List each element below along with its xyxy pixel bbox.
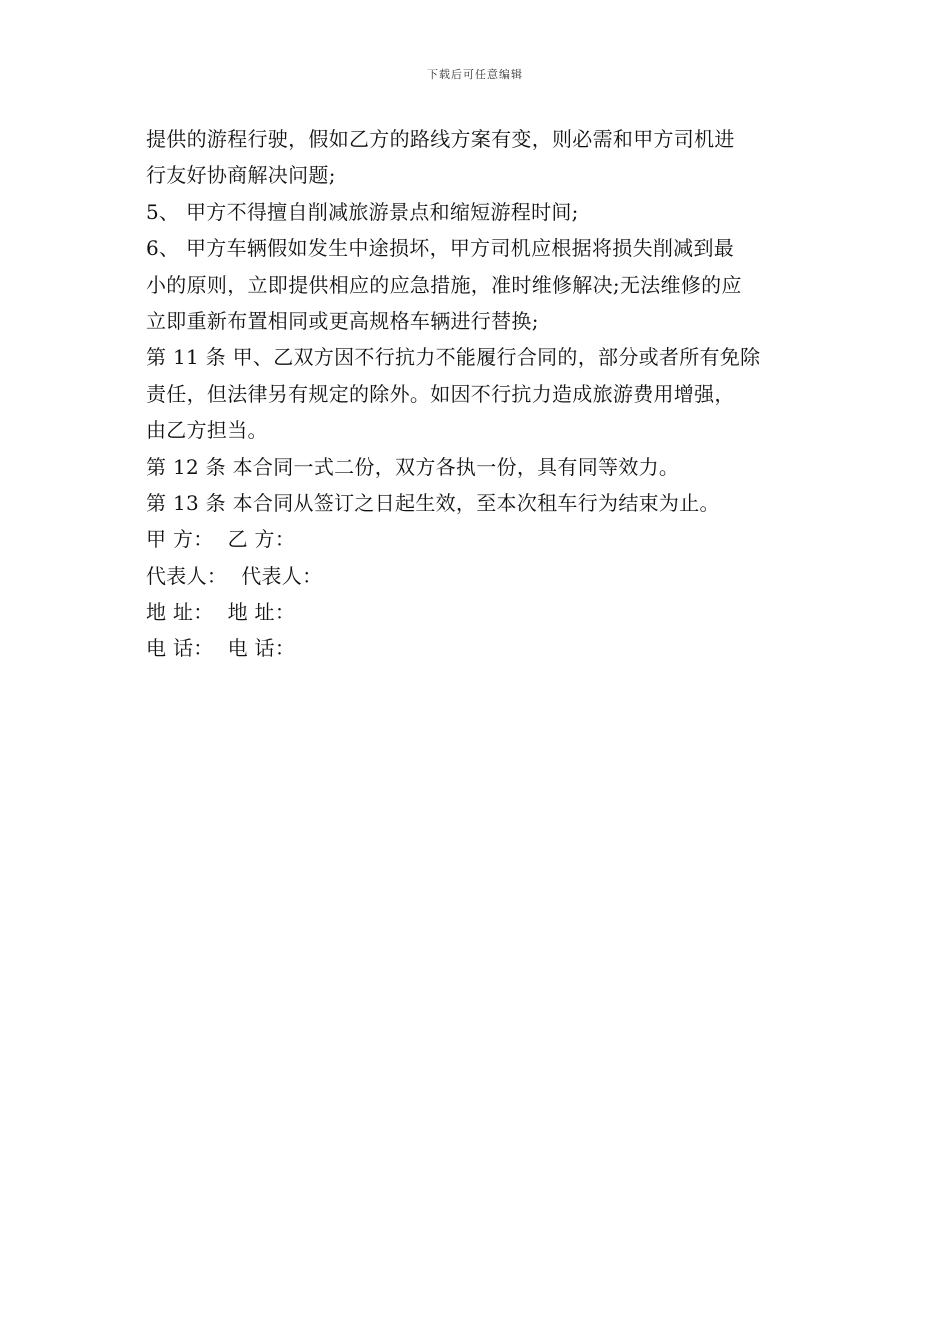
paragraph-line: 责任，但法律另有规定的除外。如因不行抗力造成旅游费用增强， bbox=[146, 381, 735, 406]
address-b-label: 地 址： bbox=[227, 600, 296, 625]
clause-item-5: 5、 甲方不得擅自削减旅游景点和缩短游程时间; bbox=[146, 199, 579, 224]
signature-row-party bbox=[146, 521, 808, 557]
paragraph-line: 小的原则，立即提供相应的应急措施，准时维修解决;无法维修的应 bbox=[146, 272, 742, 297]
phone-b-label: 电 话： bbox=[227, 636, 296, 661]
contract-body bbox=[146, 121, 808, 667]
article-11: 第 11 条 甲、乙双方因不行抗力不能履行合同的，部分或者所有免除 bbox=[146, 345, 761, 370]
signature-row-address bbox=[146, 594, 808, 630]
article-13: 第 13 条 本合同从签订之日起生效，至本次租车行为结束为止。 bbox=[146, 490, 720, 515]
paragraph-line: 立即重新布置相同或更高规格车辆进行替换; bbox=[146, 308, 539, 333]
address-a-label: 地 址： bbox=[146, 600, 214, 625]
party-a-label: 甲 方： bbox=[146, 527, 214, 552]
signature-row-phone bbox=[146, 630, 808, 666]
article-12: 第 12 条 本合同一式二份，双方各执一份，具有同等效力。 bbox=[146, 454, 680, 479]
representative-b-label: 代表人： bbox=[241, 563, 323, 588]
paragraph-line: 提供的游程行驶，假如乙方的路线方案有变，则必需和甲方司机进 bbox=[146, 127, 735, 151]
page-header-note: 下载后可任意编辑 bbox=[427, 68, 523, 81]
representative-a-label: 代表人： bbox=[146, 563, 228, 588]
signature-row-representative bbox=[146, 558, 808, 594]
party-b-label: 乙 方： bbox=[227, 527, 296, 552]
phone-a-label: 电 话： bbox=[146, 636, 214, 661]
paragraph-line: 行友好协商解决问题; bbox=[146, 163, 336, 188]
paragraph-line: 由乙方担当。 bbox=[146, 418, 268, 443]
clause-item-6: 6、 甲方车辆假如发生中途损坏，甲方司机应根据将损失削减到最 bbox=[146, 236, 735, 261]
